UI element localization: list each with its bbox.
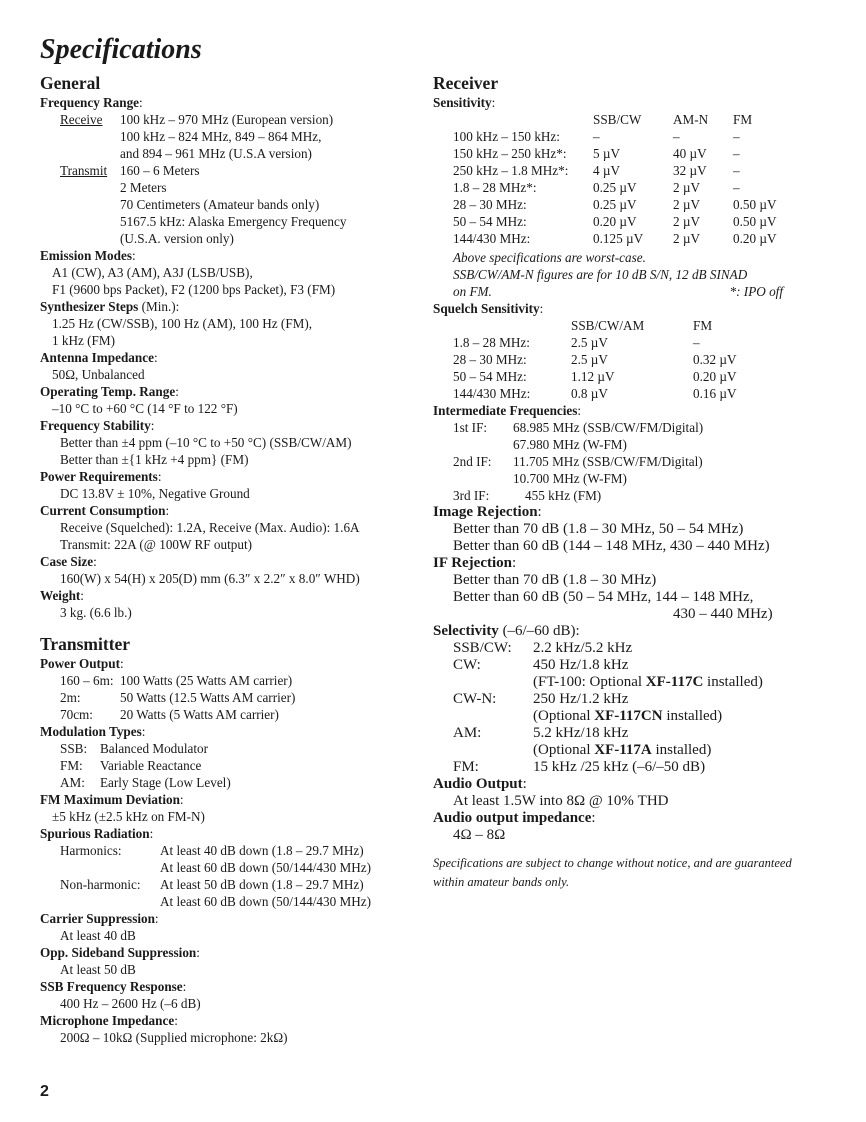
row-value: 68.985 MHz (SSB/CW/FM/Digital)	[513, 420, 704, 435]
cell: 1.8 – 28 MHz*:	[453, 180, 537, 195]
frequency-stability-block: Frequency Stability: Better than ±4 ppm (–10 °C to +50 °C) (SSB/CW/AM) Better than ±{1 kHz +4 ppm} (FM)	[40, 417, 420, 468]
spec-label: Microphone Impedance	[40, 1013, 175, 1028]
spec-value: 4Ω – 8Ω	[453, 827, 506, 843]
row-key	[453, 674, 533, 691]
cell: 28 – 30 MHz:	[453, 352, 527, 367]
spec-value: Better than ±{1 kHz +4 ppm} (FM)	[60, 452, 249, 467]
spec-value: –10 °C to +60 °C (14 °F to 122 °F)	[52, 401, 238, 416]
spec-label: Operating Temp. Range	[40, 384, 176, 399]
cell: 40 µV	[673, 146, 707, 161]
power-output-block: Power Output: 160 – 6m: 100 Watts (25 Watts AM carrier) 2m: 50 Watts (12.5 Watts AM carrier) 70cm: 20 Watts (5 Watts AM carrier)	[40, 656, 296, 722]
spec-label: Carrier Suppression	[40, 911, 155, 926]
row-key: CW-N:	[453, 691, 497, 707]
column-header	[453, 317, 571, 334]
row-value: 455 kHz (FM)	[525, 488, 602, 503]
sensitivity-note: on FM.	[453, 284, 492, 299]
table-row	[453, 725, 763, 742]
spec-value: At least 50 dB	[60, 962, 136, 977]
column-header: FM	[693, 318, 713, 333]
selectivity-block	[433, 623, 833, 776]
row-value: installed)	[651, 742, 712, 758]
spec-label: Audio output impedance	[433, 810, 592, 826]
column-header: FM	[733, 112, 753, 127]
footnote: Specifications are subject to change without notice, and are guaranteed within amateur bands only.	[433, 856, 792, 889]
image-rejection-block: Image Rejection: Better than 70 dB (1.8 – 30 MHz, 50 – 54 MHz) Better than 60 dB (144 – 148 MHz, 430 – 440 MHz)	[433, 504, 833, 555]
spec-value: 430 – 440 MHz)	[673, 606, 773, 622]
row-key	[453, 742, 533, 759]
transmitter-heading: Transmitter	[40, 634, 131, 654]
table-row	[453, 436, 703, 453]
table-row	[453, 487, 703, 504]
row-value: 5.2 kHz/18 kHz	[533, 725, 629, 741]
table-row	[60, 842, 371, 859]
row-value: At least 50 dB down (1.8 – 29.7 MHz)	[160, 877, 364, 892]
sensitivity-table	[453, 111, 777, 247]
receiver-heading: Receiver	[433, 73, 499, 93]
row-key: 1st IF:	[453, 420, 488, 435]
table-row	[453, 674, 763, 691]
row-value: Variable Reactance	[100, 758, 202, 773]
left-column	[40, 72, 420, 1046]
spec-value: 5167.5 kHz: Alaska Emergency Frequency	[120, 214, 347, 229]
row-key: CW:	[453, 657, 481, 673]
carrier-suppression-block: Carrier Suppression: At least 40 dB	[40, 910, 420, 944]
ipo-note: *: IPO off	[729, 284, 783, 299]
cell: 2 µV	[673, 197, 701, 212]
spec-label: Spurious Radiation	[40, 826, 150, 841]
sensitivity-note: SSB/CW/AM-N figures are for 10 dB S/N, 12 dB SINAD	[453, 267, 748, 282]
spec-value: 70 Centimeters (Amateur bands only)	[120, 197, 320, 212]
row-value: 67.980 MHz (W-FM)	[513, 437, 627, 452]
row-key: AM:	[453, 725, 482, 741]
cell: 0.20 µV	[693, 369, 737, 384]
table-row	[453, 640, 763, 657]
filter-model: XF-117CN	[594, 708, 663, 724]
row-key: 2m:	[60, 690, 81, 705]
spec-label: FM Maximum Deviation	[40, 792, 180, 807]
spec-label: Squelch Sensitivity	[433, 301, 540, 316]
row-value: 250 Hz/1.2 kHz	[533, 691, 629, 707]
microphone-impedance-block: Microphone Impedance: 200Ω – 10kΩ (Supplied microphone: 2kΩ)	[40, 1012, 420, 1046]
row-value: 450 Hz/1.8 kHz	[533, 657, 629, 673]
filter-model: XF-117A	[594, 742, 652, 758]
spec-label: Selectivity	[433, 623, 499, 639]
column-header: SSB/CW/AM	[571, 318, 645, 333]
row-value: 100 Watts (25 Watts AM carrier)	[120, 673, 293, 688]
spec-value: 50Ω, Unbalanced	[52, 367, 145, 382]
synthesizer-steps-block	[40, 298, 420, 349]
table-row	[453, 759, 763, 776]
spec-label: Audio Output	[433, 776, 523, 792]
row-value: At least 60 dB down (50/144/430 MHz)	[160, 860, 371, 875]
cell: 0.125 µV	[593, 231, 644, 246]
sideband-suppression-block: Opp. Sideband Suppression: At least 50 dB	[40, 944, 420, 978]
spec-value: 160 – 6 Meters	[120, 163, 200, 178]
row-value: At least 40 dB down (1.8 – 29.7 MHz)	[160, 843, 364, 858]
if-rejection-block: IF Rejection: Better than 70 dB (1.8 – 30 MHz) Better than 60 dB (50 – 54 MHz, 144 – 148 MHz, 430 – 440 MHz)	[433, 555, 833, 623]
row-value: installed)	[703, 674, 763, 690]
spec-label-suffix: (–6/–60 dB):	[498, 623, 580, 639]
row-key: FM:	[60, 758, 83, 773]
spec-label: Opp. Sideband Suppression	[40, 945, 197, 960]
table-row	[60, 859, 371, 876]
table-row	[453, 213, 777, 230]
table-row	[60, 740, 231, 757]
cell: 1.8 – 28 MHz:	[453, 335, 530, 350]
emission-modes-block: Emission Modes: A1 (CW), A3 (AM), A3J (LSB/USB), F1 (9600 bps Packet), F2 (1200 bps Packet), F3 (FM)	[40, 247, 420, 298]
column-header: AM-N	[673, 112, 709, 127]
row-key: 2nd IF:	[453, 454, 492, 469]
table-header-row	[453, 111, 777, 128]
spec-value: 2 Meters	[120, 180, 167, 195]
table-row	[453, 470, 703, 487]
cell: –	[733, 180, 740, 195]
cell: 0.50 µV	[733, 214, 777, 229]
audio-output-block: Audio Output: At least 1.5W into 8Ω @ 10% THD	[433, 776, 833, 810]
row-key	[453, 436, 513, 453]
table-row	[60, 706, 295, 723]
table-row	[453, 334, 737, 351]
cell: –	[733, 163, 740, 178]
cell: 0.16 µV	[693, 386, 737, 401]
spec-value: At least 1.5W into 8Ω @ 10% THD	[453, 793, 669, 809]
row-value: installed)	[662, 708, 723, 724]
row-key	[453, 470, 513, 487]
spec-value: 100 kHz – 970 MHz (European version)	[120, 112, 334, 127]
spec-label: IF Rejection	[433, 555, 512, 571]
spec-value: (U.S.A. version only)	[120, 231, 234, 246]
row-value: 10.700 MHz (W-FM)	[513, 471, 627, 486]
table-row	[453, 196, 777, 213]
cell: –	[673, 129, 680, 144]
table-row	[453, 351, 737, 368]
filter-model: XF-117C	[645, 674, 704, 690]
sensitivity-block: Sensitivity: SSB/CW AM-N FM 100 kHz – 150 kHz: – – – 150 kHz – 250 kHz*: 5 µV 40 µV – 250 kHz – 1.8 MHz*: 4 µV 32 µV – 1.8 – 28 MHz*: 0.25 µV 2 µV – 28 – 30 MHz: 0.25 µV 2 µV 0.50 µV 50 – 54 MHz: 0.20 µV 2 µV 0.50 µV 144/430 MHz: 0.125 µV 2 µV 0.20 µV Above specifications are worst-case. SSB/CW/AM-N figures are for 10 dB S/N, 12 dB SINAD on FM. *: IPO off	[433, 94, 833, 300]
cell: 0.32 µV	[693, 352, 737, 367]
right-column	[433, 72, 833, 892]
row-key: Harmonics:	[60, 843, 122, 858]
spec-value: 400 Hz – 2600 Hz (–6 dB)	[60, 996, 201, 1011]
frequency-range-block: Frequency Range: Receive 100 kHz – 970 MHz (European version) 100 kHz – 824 MHz, 849 – 864 MHz, and 894 – 961 MHz (U.S.A version) Transmit 160 – 6 Meters 2 Meters 70 Centimeters (Amateur bands only) 5167.5 kHz: Alaska Emergency Frequency (U.S.A. version only)	[40, 94, 420, 247]
spec-label: Power Output	[40, 656, 120, 671]
column-header: SSB/CW	[593, 112, 642, 127]
row-value: (Optional	[533, 708, 595, 724]
cell: –	[693, 335, 700, 350]
row-value: (Optional	[533, 742, 595, 758]
table-row	[60, 774, 231, 791]
spec-value: At least 40 dB	[60, 928, 136, 943]
cell: 144/430 MHz:	[453, 386, 531, 401]
antenna-impedance-block: Antenna Impedance: 50Ω, Unbalanced	[40, 349, 420, 383]
spurious-radiation-block: Spurious Radiation: Harmonics: At least 40 dB down (1.8 – 29.7 MHz) At least 60 dB down (50/144/430 MHz) Non-harmonic: At least 50 dB down (1.8 – 29.7 MHz) At least 60 dB down (50/144/430 MHz)	[40, 826, 371, 909]
spec-label: Frequency Stability	[40, 418, 151, 433]
table-row	[453, 145, 777, 162]
spec-value: 3 kg. (6.6 lb.)	[60, 605, 132, 620]
spec-label: Intermediate Frequencies	[433, 403, 578, 418]
row-key	[453, 708, 533, 725]
spec-value: Better than 60 dB (144 – 148 MHz, 430 – 440 MHz)	[453, 538, 770, 554]
cell: 4 µV	[593, 163, 621, 178]
table-row	[453, 453, 703, 470]
sensitivity-note: Above specifications are worst-case.	[453, 250, 646, 265]
table-row	[453, 742, 763, 759]
spec-value: Better than 70 dB (1.8 – 30 MHz, 50 – 54 MHz)	[453, 521, 744, 537]
cell: 250 kHz – 1.8 MHz*:	[453, 163, 569, 178]
table-row	[453, 162, 777, 179]
spec-label: Modulation Types	[40, 724, 142, 739]
cell: 0.25 µV	[593, 180, 637, 195]
cell: 5 µV	[593, 146, 621, 161]
cell: 2 µV	[673, 214, 701, 229]
spec-value: 160(W) x 54(H) x 205(D) mm (6.3″ x 2.2″ x 8.0″ WHD)	[60, 571, 360, 586]
row-value: Early Stage (Low Level)	[100, 775, 231, 790]
spec-value: Better than ±4 ppm (–10 °C to +50 °C) (SSB/CW/AM)	[60, 435, 352, 450]
power-requirements-block: Power Requirements: DC 13.8V ± 10%, Negative Ground	[40, 468, 420, 502]
spec-label: SSB Frequency Response	[40, 979, 183, 994]
cell: –	[733, 146, 740, 161]
row-key	[60, 859, 160, 876]
table-row	[60, 689, 295, 706]
receive-label: Receive	[60, 112, 103, 127]
cell: 144/430 MHz:	[453, 231, 531, 246]
row-key: 3rd IF:	[453, 488, 490, 503]
cell: –	[733, 129, 740, 144]
cell: 2.5 µV	[571, 335, 608, 350]
spec-value: F1 (9600 bps Packet), F2 (1200 bps Packet), F3 (FM)	[52, 282, 336, 297]
fm-deviation-block: FM Maximum Deviation: ±5 kHz (±2.5 kHz on FM-N)	[40, 791, 420, 825]
spec-value: DC 13.8V ± 10%, Negative Ground	[60, 486, 250, 501]
page-number: 2	[40, 1083, 49, 1100]
row-key	[60, 893, 160, 910]
table-row	[453, 419, 703, 436]
spec-label: Current Consumption	[40, 503, 166, 518]
row-value: Balanced Modulator	[100, 741, 209, 756]
table-row	[453, 385, 737, 402]
row-value: 15 kHz /25 kHz (–6/–50 dB)	[533, 759, 706, 775]
cell: 0.20 µV	[733, 231, 777, 246]
spec-label: Power Requirements	[40, 469, 158, 484]
cell: 100 kHz – 150 kHz:	[453, 129, 560, 144]
cell: 2.5 µV	[571, 352, 608, 367]
cell: 0.50 µV	[733, 197, 777, 212]
spec-label: Image Rejection	[433, 504, 538, 520]
table-row	[60, 672, 295, 689]
modulation-types-block: Modulation Types: SSB: Balanced Modulator FM: Variable Reactance AM: Early Stage (Low Level)	[40, 724, 231, 790]
table-row	[453, 691, 763, 708]
spec-label: Frequency Range	[40, 95, 140, 110]
spec-label: Case Size	[40, 554, 94, 569]
spec-value: 1.25 Hz (CW/SSB), 100 Hz (AM), 100 Hz (FM),	[52, 316, 313, 331]
squelch-sensitivity-block: Squelch Sensitivity: SSB/CW/AM FM 1.8 – 28 MHz: 2.5 µV – 28 – 30 MHz: 2.5 µV 0.32 µV 50 – 54 MHz: 1.12 µV 0.20 µV 144/430 MHz: 0.8 µV 0.16 µV	[433, 301, 737, 401]
table-header-row	[453, 317, 737, 334]
row-value: 20 Watts (5 Watts AM carrier)	[120, 707, 279, 722]
spec-value: Receive (Squelched): 1.2A, Receive (Max. Audio): 1.6A	[60, 520, 360, 535]
spec-value: 1 kHz (FM)	[52, 333, 116, 348]
spec-value: ±5 kHz (±2.5 kHz on FM-N)	[52, 809, 205, 824]
spec-value: 100 kHz – 824 MHz, 849 – 864 MHz,	[120, 129, 322, 144]
cell: 1.12 µV	[571, 369, 615, 384]
spec-value: Better than 70 dB (1.8 – 30 MHz)	[453, 572, 657, 588]
spec-label: Sensitivity	[433, 95, 492, 110]
row-key: SSB/CW:	[453, 640, 512, 656]
table-row	[453, 230, 777, 247]
spec-value: A1 (CW), A3 (AM), A3J (LSB/USB),	[52, 265, 253, 280]
general-heading: General	[40, 73, 101, 93]
table-row	[453, 657, 763, 674]
row-key: SSB:	[60, 741, 88, 756]
page-title: Specifications	[40, 34, 202, 65]
spec-label: Emission Modes	[40, 248, 132, 263]
row-key: 160 – 6m:	[60, 673, 114, 688]
spec-label: Antenna Impedance	[40, 350, 154, 365]
cell: 50 – 54 MHz:	[453, 214, 527, 229]
table-row	[60, 757, 231, 774]
spec-label: Synthesizer Steps	[40, 299, 139, 314]
row-value: 50 Watts (12.5 Watts AM carrier)	[120, 690, 296, 705]
case-size-block: Case Size: 160(W) x 54(H) x 205(D) mm (6.3″ x 2.2″ x 8.0″ WHD)	[40, 553, 420, 587]
row-key: 70cm:	[60, 707, 93, 722]
current-consumption-block: Current Consumption: Receive (Squelched): 1.2A, Receive (Max. Audio): 1.6A Transmit: 22A (@ 100W RF output)	[40, 502, 420, 553]
row-key: FM:	[453, 759, 479, 775]
table-row	[453, 368, 737, 385]
cell: 0.8 µV	[571, 386, 608, 401]
spec-label-suffix: (Min.):	[138, 299, 180, 314]
cell: 0.25 µV	[593, 197, 637, 212]
spec-value: and 894 – 961 MHz (U.S.A version)	[120, 146, 312, 161]
row-value: (FT-100: Optional	[533, 674, 646, 690]
spec-value: Transmit: 22A (@ 100W RF output)	[60, 537, 253, 552]
table-row	[60, 876, 371, 893]
cell: 150 kHz – 250 kHz*:	[453, 146, 567, 161]
intermediate-frequencies-block: Intermediate Frequencies: 1st IF: 68.985 MHz (SSB/CW/FM/Digital) 67.980 MHz (W-FM) 2nd IF: 11.705 MHz (SSB/CW/FM/Digital) 10.700 MHz (W-FM) 3rd IF: 455 kHz (FM)	[433, 403, 704, 503]
cell: 2 µV	[673, 231, 701, 246]
cell: –	[593, 129, 600, 144]
cell: 28 – 30 MHz:	[453, 197, 527, 212]
table-row	[453, 128, 777, 145]
weight-block: Weight: 3 kg. (6.6 lb.)	[40, 587, 420, 621]
ssb-frequency-response-block: SSB Frequency Response: 400 Hz – 2600 Hz (–6 dB)	[40, 978, 420, 1012]
transmit-label: Transmit	[60, 163, 108, 178]
operating-temp-block: Operating Temp. Range: –10 °C to +60 °C (14 °F to 122 °F)	[40, 383, 420, 417]
cell: 2 µV	[673, 180, 701, 195]
cell: 32 µV	[673, 163, 707, 178]
spec-label: Weight	[40, 588, 81, 603]
cell: 50 – 54 MHz:	[453, 369, 527, 384]
audio-impedance-block: Audio output impedance: 4Ω – 8Ω	[433, 810, 833, 844]
row-value: 11.705 MHz (SSB/CW/FM/Digital)	[513, 454, 703, 469]
row-key: Non-harmonic:	[60, 877, 141, 892]
cell: 0.20 µV	[593, 214, 637, 229]
table-row	[453, 708, 763, 725]
table-row	[60, 893, 371, 910]
column-header	[453, 111, 593, 128]
row-value: 2.2 kHz/5.2 kHz	[533, 640, 633, 656]
spec-value: 200Ω – 10kΩ (Supplied microphone: 2kΩ)	[60, 1030, 288, 1045]
row-value: At least 60 dB down (50/144/430 MHz)	[160, 894, 371, 909]
squelch-table	[453, 317, 737, 402]
row-key: AM:	[60, 775, 85, 790]
spec-value: Better than 60 dB (50 – 54 MHz, 144 – 148 MHz,	[453, 589, 754, 605]
table-row	[453, 179, 777, 196]
